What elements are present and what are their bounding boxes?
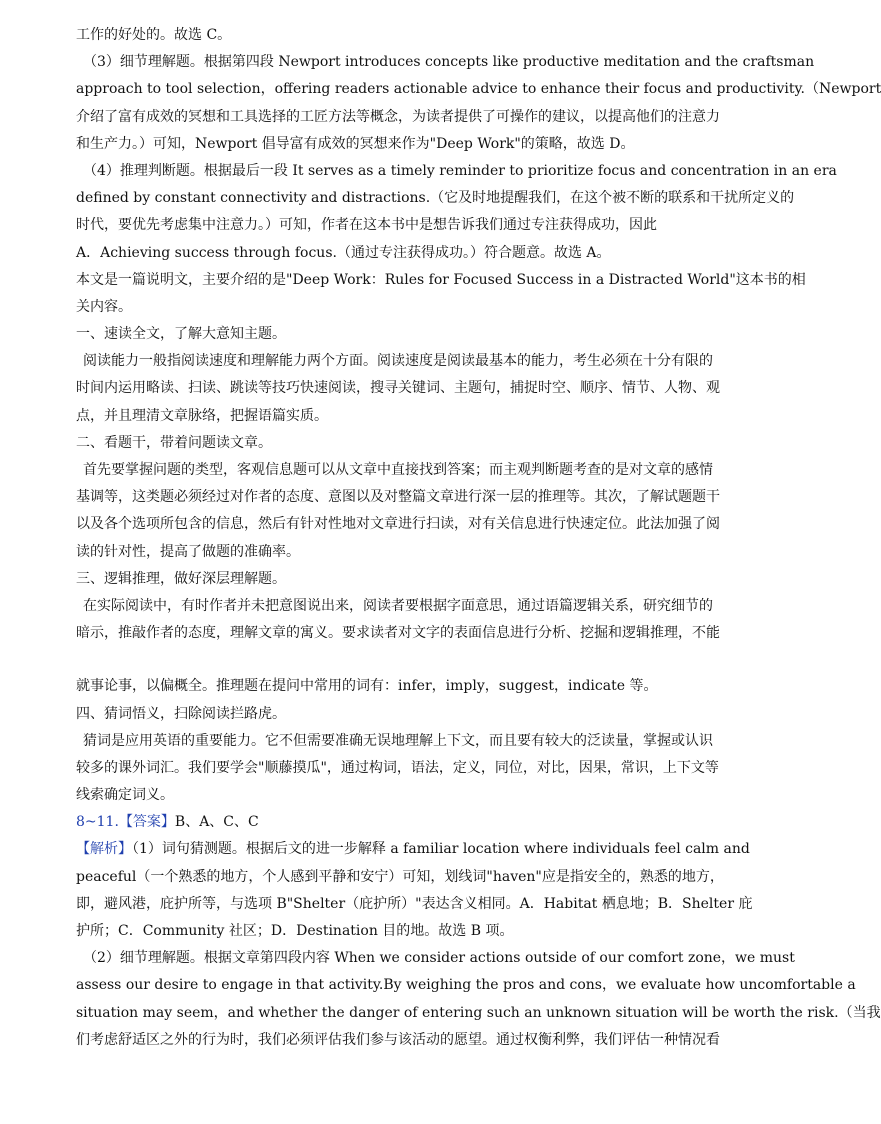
text-line: 暗示，推敲作者的态度，理解文章的寓义。要求读者对文字的表面信息进行分析、挖掘和逻辑推理，不能: [76, 625, 720, 642]
text-line: 阅读能力一般指阅读速度和理解能力两个方面。阅读速度是阅读最基本的能力，考生必须在十分有限的: [83, 353, 713, 370]
text-line: 较多的课外词汇。我们要学会"顺藤摸瓜"，通过构词，语法，定义，同位，对比，因果，常识，上下文等: [76, 759, 719, 776]
section-heading: 二、看题干，带着问题读文章。: [76, 434, 272, 451]
answer-value: B、A、C、C: [174, 814, 259, 831]
text-line: 工作的好处的。故选 C。: [76, 27, 232, 43]
analysis-first-line: （1）词句猜测题。根据后文的进一步解释 a familiar location where individuals feel calm and: [132, 841, 750, 858]
text-line: 时间内运用略读、扫读、跳读等技巧快速阅读，搜寻关键词、主题句，捕捉时空、顺序、情节、人物、观: [76, 380, 720, 397]
text-line: 线索确定词义。: [76, 787, 174, 804]
text-line: peaceful（一个熟悉的地方，个人感到平静和安宁）可知，划线词"haven"应是指安全的，熟悉的地方，: [76, 868, 724, 885]
section-heading: 四、猜词悟义，扫除阅读拦路虎。: [76, 705, 286, 722]
text-line: A．Achieving success through focus.（通过专注获得成功。）符合题意。故选 A。: [76, 244, 611, 261]
analysis-line: [76, 836, 750, 863]
text-line: 本文是一篇说明文，主要介绍的是"Deep Work：Rules for Focused Success in a Distracted World"这本书的相: [76, 271, 806, 288]
text-line: 时代，要优先考虑集中注意力。）可知，作者在这本书中是想告诉我们通过专注获得成功，因此: [76, 217, 657, 234]
text-line: 关内容。: [76, 298, 132, 315]
question-range: 8~11.: [76, 814, 119, 831]
text-line: （4）推理判断题。根据最后一段 It serves as a timely reminder to prioritize focus and concentration in an era: [83, 162, 837, 179]
text-line: 猜词是应用英语的重要能力。它不但需要准确无误地理解上下文，而且要有较大的泛读量，掌握或认识: [83, 732, 713, 749]
text-line: （3）细节理解题。根据第四段 Newport introduces concepts like productive meditation and the craftsman: [83, 54, 815, 71]
text-line: 即，避风港，庇护所等，与选项 B"Shelter（庇护所）"表达含义相同。A．Habitat 栖息地；B．Shelter 庇: [76, 895, 753, 912]
analysis-tag: 【解析】: [76, 841, 132, 858]
text-line: 读的针对性，提高了做题的准确率。: [76, 543, 300, 560]
text-line: defined by constant connectivity and distractions.（它及时地提醒我们，在这个被不断的联系和干扰所定义的: [76, 190, 795, 207]
text-line: 首先要掌握问题的类型，客观信息题可以从文章中直接找到答案；而主观判断题考查的是对文章的感情: [83, 462, 713, 478]
section-heading: 一、速读全文，了解大意知主题。: [76, 326, 286, 343]
text-line: 就事论事，以偏概全。推理题在提问中常用的词有：infer，imply，suggest，indicate 等。: [76, 678, 658, 695]
text-line: situation may seem，and whether the danger of entering such an unknown situation will be worth the risk.（当我: [76, 1004, 881, 1021]
text-line: 和生产力。）可知，Newport 倡导富有成效的冥想来作为"Deep Work"的策略，故选 D。: [76, 135, 635, 152]
text-line: （2）细节理解题。根据文章第四段内容 When we consider actions outside of our comfort zone，we must: [83, 950, 795, 967]
text-line: 在实际阅读中，有时作者并未把意图说出来，阅读者要根据字面意思，通过语篇逻辑关系，研究细节的: [83, 597, 713, 614]
answer-tag: 【答案】: [118, 814, 175, 831]
document-page: [76, 22, 881, 1054]
text-line: 点，并且理清文章脉络，把握语篇实质。: [76, 407, 328, 424]
text-line: 护所；C．Community 社区；D．Destination 目的地。故选 B 项。: [76, 923, 514, 939]
section-heading: 三、逻辑推理，做好深层理解题。: [76, 570, 286, 587]
answer-line: [76, 809, 718, 836]
text-line: 们考虑舒适区之外的行为时，我们必须评估我们参与该活动的愿望。通过权衡利弊，我们评估一种情况看: [76, 1031, 720, 1048]
text-line: approach to tool selection，offering readers actionable advice to enhance their focus and productivity.（Newport: [76, 81, 881, 98]
text-line: 以及各个选项所包含的信息，然后有针对性地对文章进行扫读，对有关信息进行快速定位。此法加强了阅: [76, 516, 720, 533]
text-line: assess our desire to engage in that activity.By weighing the pros and cons，we evaluate how uncomfortable a: [76, 977, 856, 994]
text-line: 介绍了富有成效的冥想和工具选择的工匠方法等概念，为读者提供了可操作的建议，以提高他们的注意力: [76, 108, 720, 125]
paragraph-gap: [76, 647, 718, 673]
text-line: 基调等，这类题必须经过对作者的态度、意图以及对整篇文章进行深一层的推理等。其次，了解试题题干: [76, 489, 720, 506]
